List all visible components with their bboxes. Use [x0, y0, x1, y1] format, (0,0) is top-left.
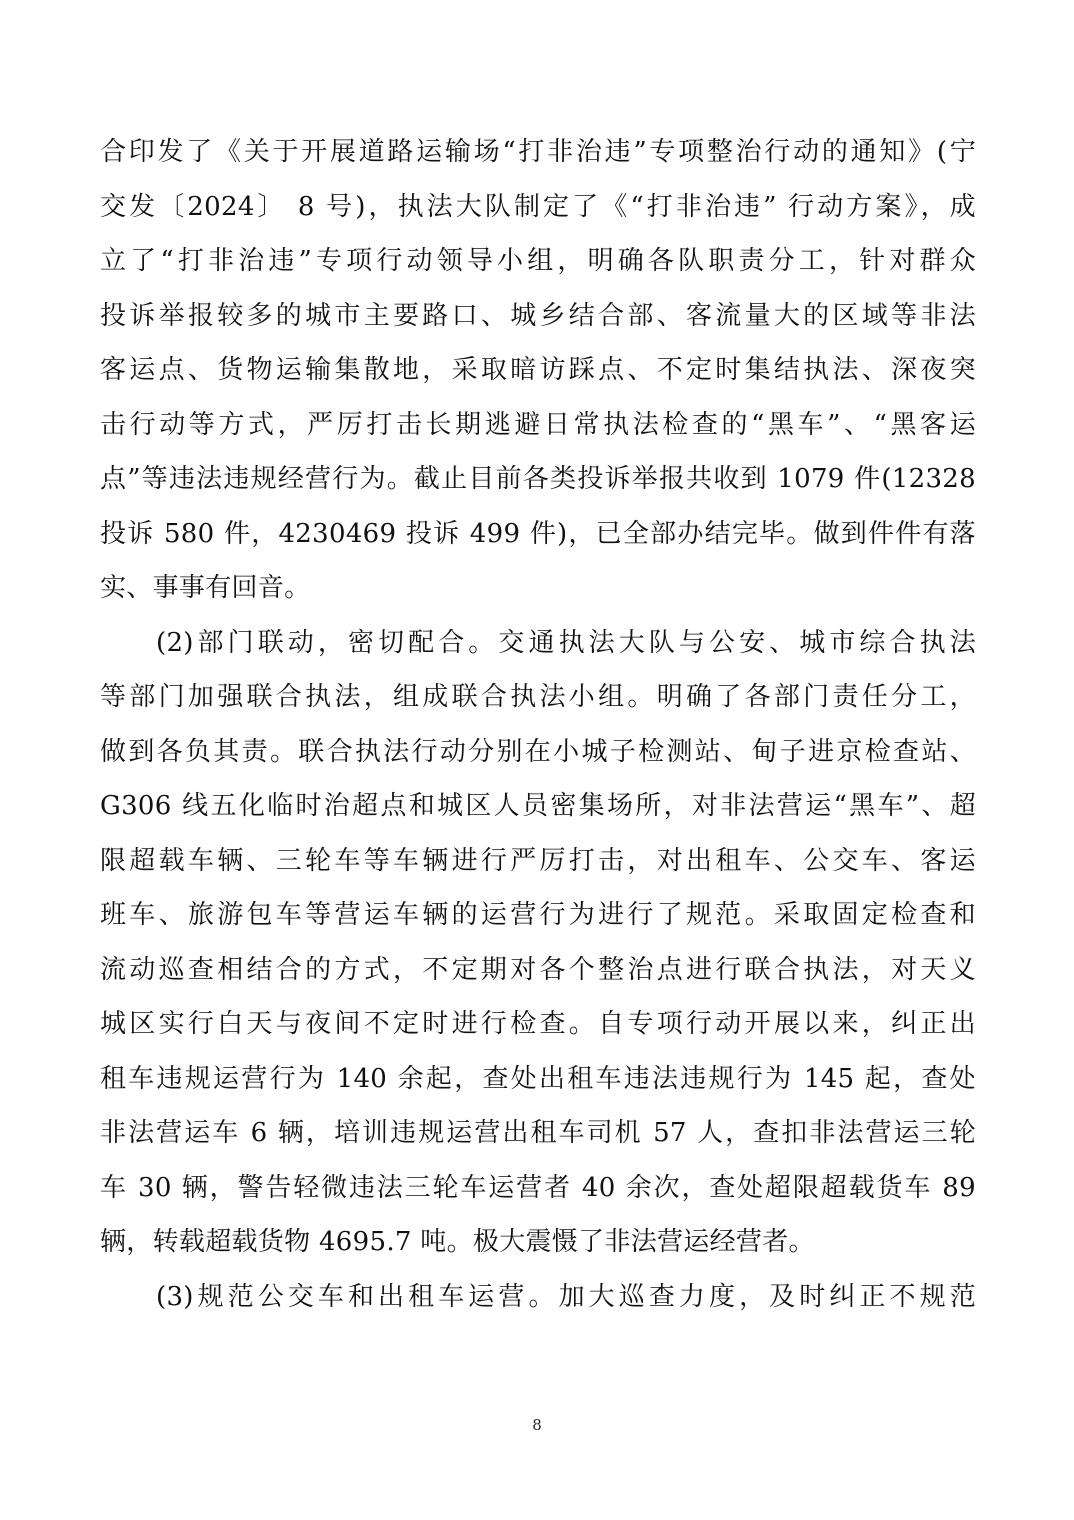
- paragraph-continuation: [100, 125, 976, 616]
- page-number: 8: [532, 1416, 542, 1434]
- text-line: 车 30 辆，警告轻微违法三轮车运营者 40 余次，查处超限超载货车 89: [100, 1172, 976, 1203]
- text-line: (3)规范公交车和出租车运营。加大巡查力度，及时纠正不规范: [156, 1281, 976, 1312]
- text-line: 客运点、货物运输集散地，采取暗访踩点、不定时集结执法、深夜突: [100, 355, 976, 385]
- text-line: 辆，转载超载货物 4695.7 吨。极大震慑了非法营运经营者。: [100, 1227, 815, 1257]
- document-body: [100, 125, 976, 1324]
- text-line: 城区实行白天与夜间不定时进行检查。自专项行动开展以来，纠正出: [100, 1009, 976, 1039]
- text-line: 击行动等方式，严厉打击长期逃避日常执法检查的“黑车”、“黑客运: [100, 409, 976, 440]
- text-line: 立了“打非治违”专项行动领导小组，明确各队职责分工，针对群众: [100, 246, 976, 276]
- text-line: 实、事事有回音。: [100, 573, 311, 603]
- text-line: G306 线五化临时治超点和城区人员密集场所，对非法营运“黑车”、超: [100, 791, 976, 821]
- text-line: 做到各负其责。联合执法行动分别在小城子检测站、甸子进京检查站、: [100, 736, 976, 767]
- paragraph-bus-taxi-regulation: [100, 1270, 976, 1325]
- text-line: 点”等违法违规经营行为。截止目前各类投诉举报共收到 1079 件(12328: [100, 464, 976, 494]
- text-line: 班车、旅游包车等营运车辆的运营行为进行了规范。采取固定检查和: [100, 900, 976, 930]
- text-line: 流动巡查相结合的方式，不定期对各个整治点进行联合执法，对天义: [100, 954, 976, 985]
- text-line: 租车违规运营行为 140 余起，查处出租车违法违规行为 145 起，查处: [100, 1063, 976, 1094]
- text-line: 投诉 580 件，4230469 投诉 499 件)，已全部办结完毕。做到件件有落: [100, 518, 976, 549]
- text-line: 交发〔2024〕 8 号)，执法大队制定了《“打非治违” 行动方案》，成: [100, 191, 976, 222]
- text-line: 非法营运车 6 辆，培训违规运营出租车司机 57 人，查扣非法营运三轮: [100, 1118, 976, 1148]
- text-line: 合印发了《关于开展道路运输场“打非治违”专项整治行动的通知》(宁: [100, 137, 976, 167]
- text-line: 投诉举报较多的城市主要路口、城乡结合部、客流量大的区域等非法: [100, 300, 976, 331]
- text-line: 限超载车辆、三轮车等车辆进行严厉打击，对出租车、公交车、客运: [100, 845, 976, 876]
- text-line: (2)部门联动，密切配合。交通执法大队与公安、城市综合执法: [156, 627, 976, 658]
- text-line: 等部门加强联合执法，组成联合执法小组。明确了各部门责任分工，: [100, 682, 976, 712]
- paragraph-department-coordination: [100, 616, 976, 1270]
